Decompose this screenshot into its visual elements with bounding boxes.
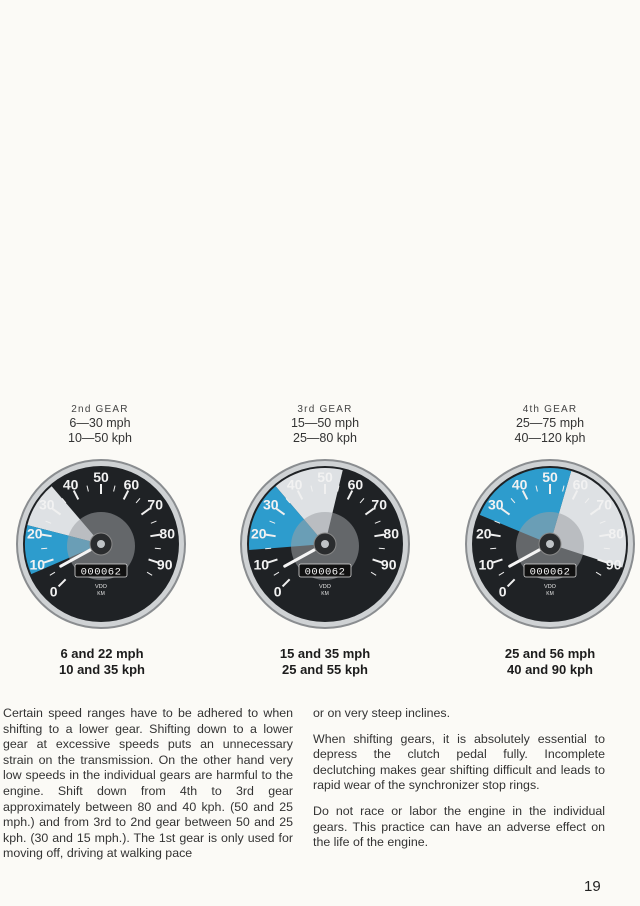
speed-label: 10 [253,556,270,573]
speed-label: 80 [159,525,175,542]
speed-label: 20 [476,525,492,542]
speed-label: 60 [572,476,589,493]
speed-label: 0 [49,583,58,600]
odometer-digits: 000062 [304,566,346,579]
gear-range-kph: 10—50 kph [68,431,132,445]
speed-label: 70 [371,496,387,513]
shift-mph: 15 and 35 mph [279,646,371,661]
speed-label: 40 [62,476,79,493]
shift-kph: 40 and 90 kph [507,661,593,677]
shift-note-2nd [2,646,202,677]
gear-title: 3rd GEAR [297,404,353,415]
dial-brand: VDO [544,584,556,590]
gauge-block-3rd [225,404,425,632]
gear-range-mph: 15—50 mph [290,416,360,430]
speed-label: 20 [251,525,267,542]
gear-range-mph: 25—75 mph [515,416,585,430]
shift-kph: 25 and 55 kph [282,661,368,677]
needle-hub-cap [546,540,554,548]
dial-unit: KM [97,591,105,597]
speed-label: 30 [39,496,55,513]
body-paragraph: Do not race or labor the engine in the individual gears. This practice can have an adverse effect on the life of the engine. [313,803,605,850]
speed-label: 90 [156,556,173,573]
body-paragraph: When shifting gears, it is absolutely essential to depress the clutch pedal fully. Incomplete declutching makes gear shifting difficult and leads to rapid wear of the synchronizer stop rings. [313,731,605,793]
needle-hub-cap [97,540,105,548]
body-paragraph: Certain speed ranges have to be adhered to when shifting to a lower gear. Shifting down to a lower gear at excessive speeds puts an unnecessary strain on the transmission. On the other hand very low speeds in the individual gears are harmful to the engine. Shift down from 4th to 3rd gear approximately between 80 and 40 kph. (50 and 25 mph.) and from 3rd to 2nd gear between 50 and 25 kph. (30 and 15 mph.). The 1st gear is only used for moving off, driving at walking pace [3,706,293,861]
dial-brand: VDO [95,584,107,590]
speed-label: 30 [263,496,279,513]
shift-note-3rd [225,646,425,677]
gear-range-mph: 6—30 mph [69,416,131,430]
dial-unit: KM [321,591,329,597]
shift-kph: 10 and 35 kph [59,661,145,677]
speed-label: 30 [488,496,504,513]
shift-mph: 25 and 56 mph [504,646,596,661]
speedometer-dial [13,456,189,632]
speed-label: 40 [511,476,528,493]
dial-brand: VDO [319,584,331,590]
speed-label: 80 [608,525,624,542]
page-number: 19 [584,878,601,895]
shift-mph: 6 and 22 mph [60,646,144,661]
speed-label: 20 [27,525,43,542]
speed-label: 50 [93,469,109,485]
speed-label: 80 [383,525,399,542]
speed-label: 10 [478,556,495,573]
gauge-block-2nd [0,404,200,632]
dial-unit: KM [546,591,554,597]
speed-label: 70 [596,496,612,513]
speed-label: 60 [123,476,140,493]
body-column-left [3,706,293,872]
speed-label: 0 [273,583,282,600]
speed-label: 10 [29,556,46,573]
speed-label: 90 [605,556,622,573]
odometer-digits: 000062 [529,566,571,579]
gear-title: 4th GEAR [522,404,578,415]
gear-range-kph: 25—80 kph [293,431,357,445]
speed-label: 0 [498,583,507,600]
body-paragraph: or on very steep inclines. [313,706,451,720]
speed-label: 90 [380,556,397,573]
speed-label: 40 [286,476,303,493]
speedometer-dial [237,456,413,632]
gear-title: 2nd GEAR [71,404,129,415]
needle-hub-cap [321,540,329,548]
body-column-right [313,706,605,861]
odometer-digits: 000062 [80,566,122,579]
gear-range-kph: 40—120 kph [514,431,586,445]
speedometer-dial [462,456,638,632]
speed-label: 50 [542,469,558,485]
shift-note-4th [450,646,640,677]
speed-label: 60 [347,476,364,493]
gauge-block-4th [450,404,640,632]
speed-label: 50 [317,469,333,485]
speed-label: 70 [147,496,163,513]
